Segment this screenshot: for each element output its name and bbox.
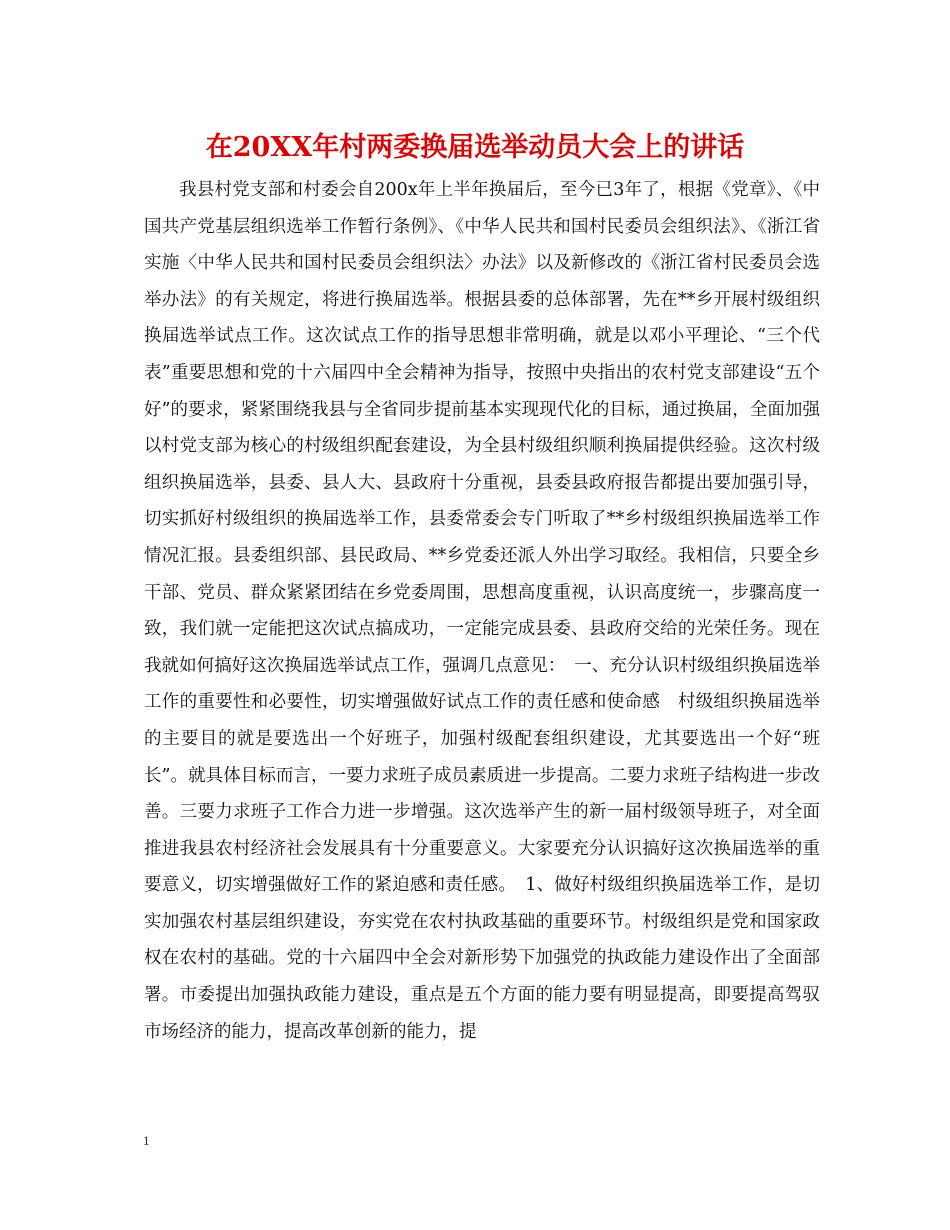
page-number: 1 (143, 1133, 150, 1148)
document-body-paragraph: 我县村党支部和村委会自200x年上半年换届后，至今已3年了，根据《党章》、《中国共产党基层组织选举工作暂行条例》、《中华人民共和国村民委员会组织法》、《浙江省实施〈中华人民共和国村民委员会组织法〉办法》以及新修改的《浙江省村民委员会选举办法》的有关规定，将进行换届选举。根据县委的总体部署，先在**乡开展村级组织换届选举试点工作。这次试点工作的指导思想非常明确，就是以邓小平理论、“三个代表”重要思想和党的十六届四中全会精神为指导，按照中央指出的农村党支部建设“五个好”的要求，紧紧围绕我县与全省同步提前基本实现现代化的目标，通过换届，全面加强以村党支部为核心的村级组织配套建设，为全县村级组织顺利换届提供经验。这次村级组织换届选举，县委、县人大、县政府十分重视，县委县政府报告都提出要加强引导，切实抓好村级组织的换届选举工作，县委常委会专门听取了**乡村级组织换届选举工作情况汇报。县委组织部、县民政局、**乡党委还派人外出学习取经。我相信，只要全乡干部、党员、群众紧紧团结在乡党委周围，思想高度重视，认识高度统一，步骤高度一致，我们就一定能把这次试点搞成功，一定能完成县委、县政府交给的光荣任务。现在我就如何搞好这次换届选举试点工作，强调几点意见： 一、充分认识村级组织换届选举工作的重要性和必要性，切实增强做好试点工作的责任感和使命感 村级组织换届选举的主要目的就是要选出一个好班子，加强村级配套组织建设，尤其要选出一个好“班长”。就具体目标而言，一要力求班子成员素质进一步提高。二要力求班子结构进一步改善。三要力求班子工作合力进一步增强。这次选举产生的新一届村级领导班子，对全面推进我县农村经济社会发展具有十分重要意义。大家要充分认识搞好这次换届选举的重要意义，切实增强做好工作的紧迫感和责任感。 1、做好村级组织换届选举工作，是切实加强农村基层组织建设，夯实党在农村执政基础的重要环节。村级组织是党和国家政权在农村的基础。党的十六届四中全会对新形势下加强党的执政能力建设作出了全面部署。市委提出加强执政能力建设，重点是五个方面的能力要有明显提高，即要提高驾驭市场经济的能力，提高改革创新的能力，提 (144, 180, 820, 1042)
document-title: 在20XX年村两委换届选举动员大会上的讲话 (205, 132, 745, 163)
